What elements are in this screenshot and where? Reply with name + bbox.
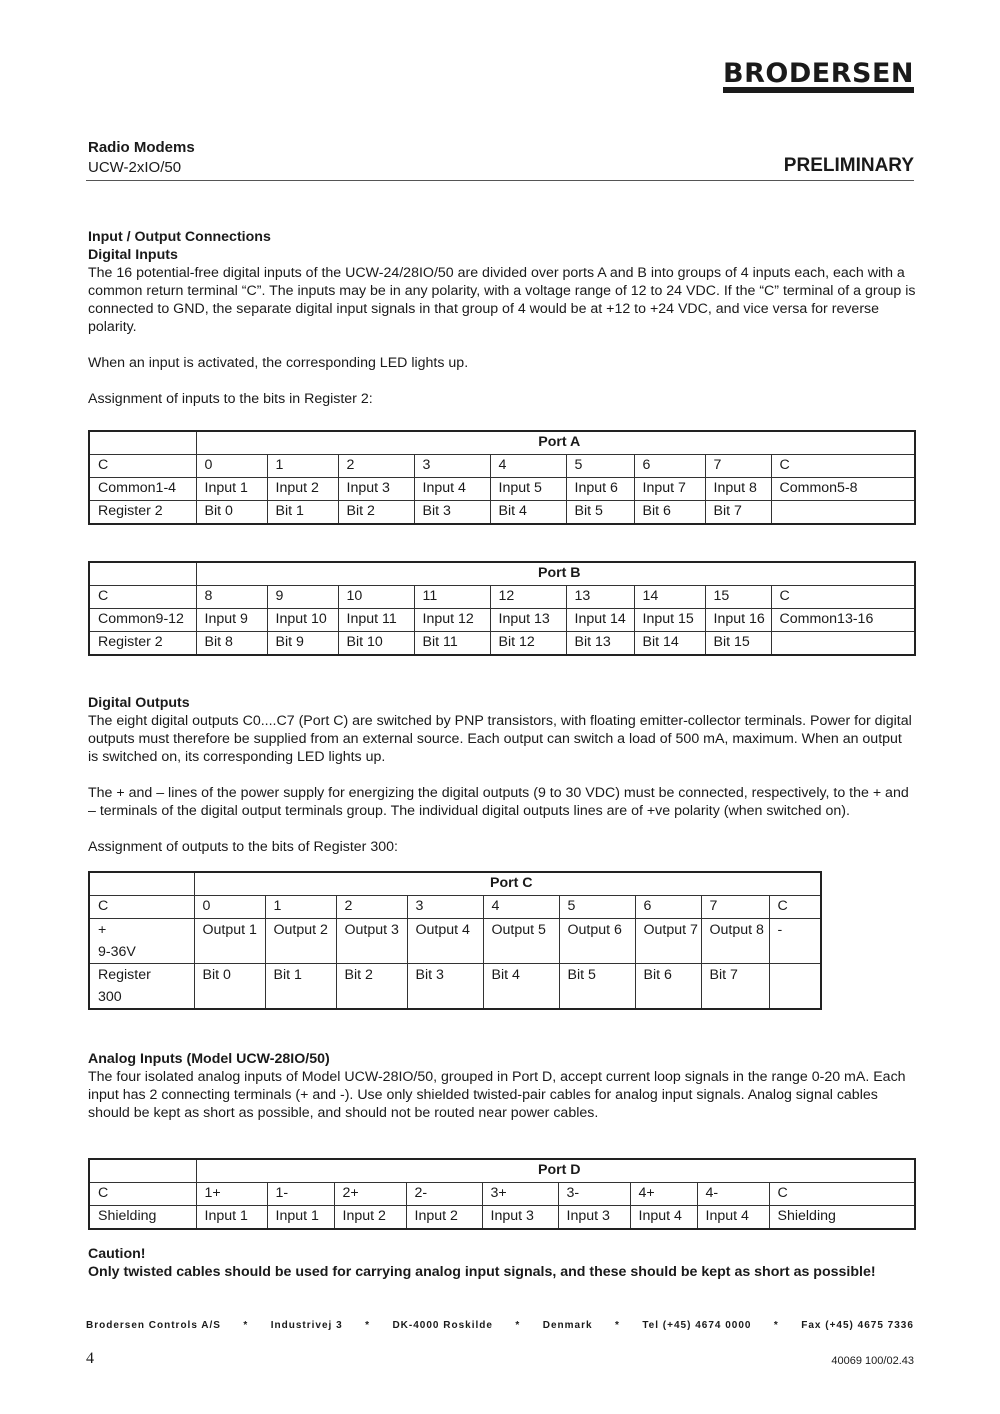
table-cell: 2- (406, 1183, 482, 1206)
table-cell: Common13-16 (771, 609, 915, 632)
footer-sep: * (365, 1320, 371, 1331)
table-cell: Register 2 (89, 632, 196, 656)
table-cell: Output 8 (701, 919, 769, 964)
table-cell: Bit 8 (196, 632, 267, 656)
table-cell: 0 (196, 455, 267, 478)
table-cell: 8 (196, 586, 267, 609)
footer-sep: * (614, 1320, 620, 1331)
port-title: Port C (194, 872, 821, 896)
table-cell: Input 1 (196, 478, 267, 501)
table-cell: 2 (336, 896, 407, 919)
table-corner-cell (89, 872, 194, 896)
table-cell: Input 14 (566, 609, 634, 632)
table-cell: 4+ (630, 1183, 697, 1206)
table-cell: Bit 14 (634, 632, 705, 656)
table-row (89, 609, 915, 632)
table-cell: Bit 1 (265, 964, 336, 1010)
table-cell: Output 4 (407, 919, 483, 964)
analog-inputs-heading: Analog Inputs (Model UCW-28IO/50) (88, 1051, 330, 1067)
table-cell (769, 964, 821, 1010)
table-cell: Bit 5 (559, 964, 635, 1010)
table-cell: Bit 15 (705, 632, 771, 656)
table-cell: 1 (267, 455, 338, 478)
table-cell: 6 (635, 896, 701, 919)
table-cell: 1 (265, 896, 336, 919)
analog-inputs-paragraph: The four isolated analog inputs of Model UCW-28IO/50, grouped in Port D, accept current loop signals in the range 0-20 mA. Each input has 2 connecting terminals (+ and -). Use only shielded twisted-pair cables for analog input signals. Analog signal cables should be kept as short as possible, and should not be routed near power cables. (88, 1069, 906, 1121)
table-cell: 7 (705, 455, 771, 478)
document-id: 40069 100/02.43 (831, 1355, 914, 1367)
table-cell: 7 (701, 896, 769, 919)
caution-text: Only twisted cables should be used for carrying analog input signals, and these should be kept as short as possible! (88, 1264, 876, 1280)
table-cell: 1+ (196, 1183, 267, 1206)
table-cell: Input 16 (705, 609, 771, 632)
table-cell: Input 1 (196, 1206, 267, 1230)
table-row (89, 1183, 915, 1206)
port-d-table (88, 1158, 916, 1230)
table-cell: 4 (490, 455, 566, 478)
table-cell: 5 (559, 896, 635, 919)
table-cell: Output 2 (265, 919, 336, 964)
table-cell: Input 3 (338, 478, 414, 501)
table-cell: 4 (483, 896, 559, 919)
table-cell: Register 2 (89, 501, 196, 525)
table-cell: Common1-4 (89, 478, 196, 501)
table-cell: Shielding (89, 1206, 196, 1230)
table-cell: 4- (697, 1183, 769, 1206)
footer-sep: * (773, 1320, 779, 1331)
digital-inputs-heading: Digital Inputs (88, 247, 178, 263)
table-row (89, 455, 915, 478)
table-cell: Input 3 (482, 1206, 558, 1230)
table-cell: Input 10 (267, 609, 338, 632)
table-cell: Input 2 (267, 478, 338, 501)
digital-inputs-paragraph: The 16 potential-free digital inputs of the UCW-24/28IO/50 are divided over ports A and B into groups of 4 inputs each, each with a common return terminal “C”. The inputs may be in any polarity, with a voltage range of 12 to 24 VDC. If the “C” terminal of a group is connected to GND, the separate digital input signals in that group of 4 would be at +12 to +24 VDC, and vice versa for reverse polarity. (88, 265, 916, 335)
footer-tel: Tel (+45) 4674 0000 (642, 1320, 752, 1331)
port-title: Port D (196, 1159, 915, 1183)
port-title-row (89, 872, 821, 896)
table-cell: 3 (414, 455, 490, 478)
table-cell: Bit 3 (407, 964, 483, 1010)
table-cell: 3- (558, 1183, 630, 1206)
table-cell: Output 7 (635, 919, 701, 964)
document-title: Radio Modems (88, 139, 195, 156)
register300-intro: Assignment of outputs to the bits of Register 300: (88, 839, 398, 855)
table-cell: Bit 3 (414, 501, 490, 525)
table-row (89, 964, 821, 1010)
footer-sep: * (515, 1320, 521, 1331)
port-title-row (89, 431, 915, 455)
table-cell: 13 (566, 586, 634, 609)
footer-sep: * (243, 1320, 249, 1331)
table-cell (771, 501, 915, 525)
table-cell: Output 6 (559, 919, 635, 964)
table-cell: Common9-12 (89, 609, 196, 632)
table-row (89, 586, 915, 609)
table-cell: Input 4 (697, 1206, 769, 1230)
table-cell: 12 (490, 586, 566, 609)
footer-street: Industrivej 3 (270, 1320, 343, 1331)
brodersen-logo: BRODERSEN (723, 62, 914, 93)
table-cell: Input 8 (705, 478, 771, 501)
table-cell: Input 4 (414, 478, 490, 501)
preliminary-label: PRELIMINARY (783, 155, 914, 176)
table-cell (771, 632, 915, 656)
table-cell: Output 3 (336, 919, 407, 964)
table-cell: C (89, 586, 196, 609)
table-cell: Bit 4 (483, 964, 559, 1010)
table-cell: Bit 11 (414, 632, 490, 656)
table-cell: Output 1 (194, 919, 265, 964)
table-cell: Input 6 (566, 478, 634, 501)
header-divider (86, 180, 914, 181)
table-cell: 2+ (334, 1183, 406, 1206)
table-cell: Bit 2 (338, 501, 414, 525)
port-a-table (88, 430, 916, 525)
table-corner-cell (89, 431, 196, 455)
table-cell: 1- (267, 1183, 334, 1206)
table-cell: 3+ (482, 1183, 558, 1206)
table-cell: + 9-36V (89, 919, 194, 964)
table-row (89, 501, 915, 525)
digital-outputs-paragraph: The eight digital outputs C0....C7 (Port C) are switched by PNP transistors, with floating emitter-collector terminals. Power for digital outputs must therefore be supplied from an external source. Each output can switch a load of 500 mA, maximum. When an output is switched on, its corresponding LED lights up. (88, 713, 912, 765)
main-content (88, 228, 916, 1281)
table-cell: Input 3 (558, 1206, 630, 1230)
page-number: 4 (86, 1350, 94, 1367)
table-cell: Input 9 (196, 609, 267, 632)
table-cell: C (89, 1183, 196, 1206)
table-row (89, 919, 821, 964)
port-title: Port B (196, 562, 915, 586)
table-cell: 6 (634, 455, 705, 478)
table-cell: Input 2 (406, 1206, 482, 1230)
footer-country: Denmark (542, 1320, 593, 1331)
table-cell: Input 7 (634, 478, 705, 501)
table-cell: Input 4 (630, 1206, 697, 1230)
table-corner-cell (89, 1159, 196, 1183)
table-cell: Register 300 (89, 964, 194, 1010)
table-cell: C (769, 1183, 915, 1206)
port-title-row (89, 562, 915, 586)
table-corner-cell (89, 562, 196, 586)
table-cell: C (769, 896, 821, 919)
footer-fax: Fax (+45) 4675 7336 (801, 1320, 914, 1331)
table-cell: Input 11 (338, 609, 414, 632)
table-cell: C (771, 455, 915, 478)
table-cell: Bit 13 (566, 632, 634, 656)
table-cell: Common5-8 (771, 478, 915, 501)
footer-company: Brodersen Controls A/S (86, 1320, 221, 1331)
table-cell: Input 1 (267, 1206, 334, 1230)
table-cell: 15 (705, 586, 771, 609)
table-cell: Bit 7 (705, 501, 771, 525)
footer-address (86, 1320, 914, 1331)
table-row (89, 1206, 915, 1230)
port-c-table (88, 871, 822, 1010)
table-cell: Input 13 (490, 609, 566, 632)
table-row (89, 632, 915, 656)
table-cell: Bit 5 (566, 501, 634, 525)
table-cell: Bit 10 (338, 632, 414, 656)
table-cell: Input 5 (490, 478, 566, 501)
port-title-row (89, 1159, 915, 1183)
table-cell: Bit 2 (336, 964, 407, 1010)
table-cell: 2 (338, 455, 414, 478)
port-title: Port A (196, 431, 915, 455)
table-cell: Bit 1 (267, 501, 338, 525)
table-cell: 11 (414, 586, 490, 609)
table-cell: Bit 4 (490, 501, 566, 525)
table-cell: Bit 6 (635, 964, 701, 1010)
table-cell: Bit 12 (490, 632, 566, 656)
power-supply-paragraph: The + and – lines of the power supply for energizing the digital outputs (9 to 30 VDC) must be connected, respectively, to the + and – terminals of the digital output terminals group. The individual digital outputs lines are of +ve polarity (when switched on). (88, 785, 909, 819)
table-cell: 9 (267, 586, 338, 609)
table-cell: 14 (634, 586, 705, 609)
table-cell: Shielding (769, 1206, 915, 1230)
table-cell: Input 15 (634, 609, 705, 632)
table-cell: Input 2 (334, 1206, 406, 1230)
model-number: UCW-2xIO/50 (88, 159, 182, 176)
table-cell: Bit 9 (267, 632, 338, 656)
led-paragraph: When an input is activated, the corresponding LED lights up. (88, 355, 469, 371)
caution-heading: Caution! (88, 1246, 146, 1262)
port-b-table (88, 561, 916, 656)
table-cell: Bit 7 (701, 964, 769, 1010)
table-cell: 3 (407, 896, 483, 919)
table-cell: Output 5 (483, 919, 559, 964)
table-cell: Bit 6 (634, 501, 705, 525)
table-cell: Bit 0 (196, 501, 267, 525)
table-cell: Input 12 (414, 609, 490, 632)
register2-intro: Assignment of inputs to the bits in Register 2: (88, 391, 373, 407)
table-cell: Bit 0 (194, 964, 265, 1010)
digital-outputs-heading: Digital Outputs (88, 695, 190, 711)
table-cell: C (89, 455, 196, 478)
table-cell: 10 (338, 586, 414, 609)
table-cell: - (769, 919, 821, 964)
io-heading: Input / Output Connections (88, 229, 271, 245)
table-cell: 5 (566, 455, 634, 478)
table-cell: C (89, 896, 194, 919)
table-row (89, 478, 915, 501)
table-cell: 0 (194, 896, 265, 919)
table-row (89, 896, 821, 919)
footer-city: DK-4000 Roskilde (392, 1320, 493, 1331)
table-cell: C (771, 586, 915, 609)
